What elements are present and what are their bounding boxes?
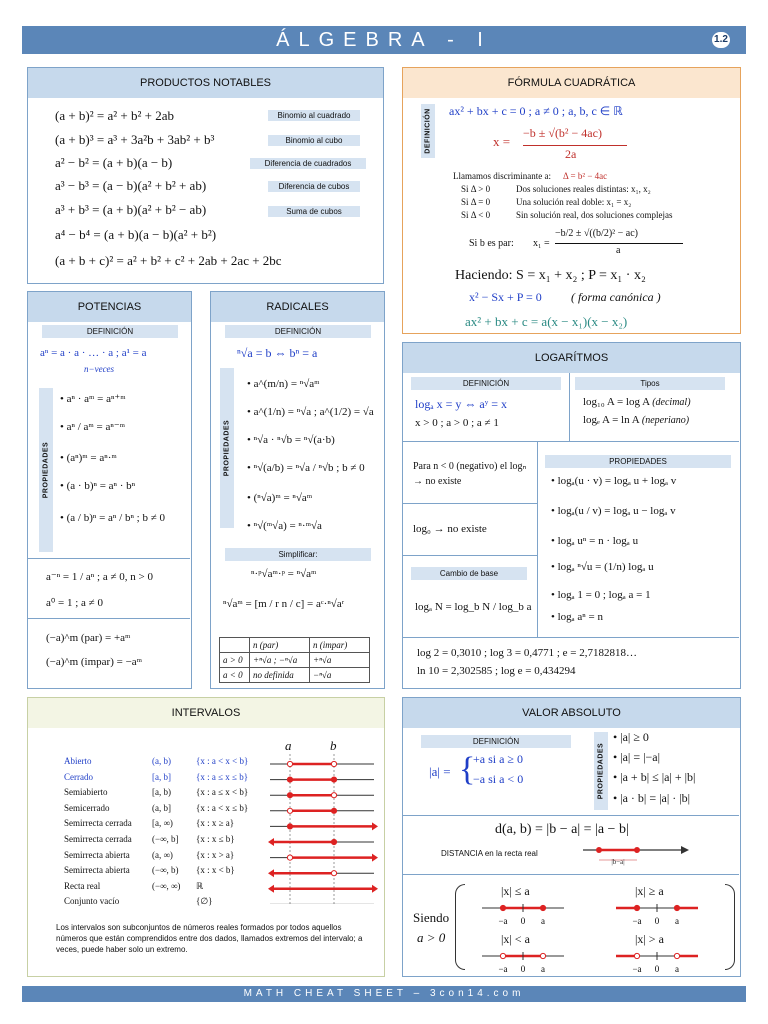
endpoint-dot xyxy=(634,905,639,910)
change-base: logₐ N = log_b N / log_b a xyxy=(415,601,532,613)
endpoint-dot xyxy=(287,793,292,798)
panel-productos-notables xyxy=(27,67,384,284)
table-cell: +ⁿ√a ; −ⁿ√a xyxy=(250,653,310,668)
even-b-text: Si b es par: xyxy=(469,238,514,249)
tick-label: −a xyxy=(632,964,642,974)
abs-case-diagram xyxy=(612,900,702,930)
property: • |a| ≥ 0 xyxy=(613,730,649,744)
formula: (a + b + c)² = a² + b² + c² + 2ab + 2ac + 2bc xyxy=(55,253,282,268)
canonical-label: ( forma canónica ) xyxy=(571,290,661,304)
odd-power: (−a)^m (impar) = −aᵐ xyxy=(46,656,143,668)
abs-case-diagram xyxy=(612,948,702,978)
property: • ⁿ√(ᵐ√a) = ⁿ·ᵐ√a xyxy=(247,520,322,532)
types-label: Tipos xyxy=(575,377,725,390)
simplify-label: Simplificar: xyxy=(225,548,371,561)
side-label: DEFINICIÓN xyxy=(421,104,435,158)
panel-title: POTENCIAS xyxy=(28,292,191,322)
definition-conditions: x > 0 ; a > 0 ; a ≠ 1 xyxy=(415,417,499,429)
property: • ⁿ√a · ⁿ√b = ⁿ√(a·b) xyxy=(247,434,335,446)
type-natural: logₑ A = ln A (neperiano) xyxy=(583,414,690,426)
arrow-left xyxy=(268,838,274,846)
even-power: (−a)^m (par) = +aᵐ xyxy=(46,632,131,644)
property: • (a · b)ⁿ = aⁿ · bⁿ xyxy=(60,480,136,492)
endpoint-dot xyxy=(331,839,336,844)
table-header xyxy=(220,638,250,653)
page-badge: 1.2 xyxy=(712,32,730,48)
canonical-form: x² − Sx + P = 0 xyxy=(469,290,542,304)
table-cell: +ⁿ√a xyxy=(310,653,370,668)
haciendo: Haciendo: S = x₁ + x₂ ; P = x₁ · x₂ xyxy=(455,268,646,283)
formula: a³ − b³ = (a − b)(a² + b² + ab) xyxy=(55,178,207,193)
abs-case-label: |x| ≥ a xyxy=(635,884,664,898)
simplify-rule: ⁿ·ᵖ√aᵐ·ᵖ = ⁿ√aᵐ xyxy=(251,568,317,580)
endpoint-dot xyxy=(331,777,336,782)
property: • a^(1/n) = ⁿ√a ; a^(1/2) = √a xyxy=(247,406,374,418)
panel-title: PRODUCTOS NOTABLES xyxy=(28,68,383,98)
solution-denominator: 2a xyxy=(565,147,577,161)
endpoint-dot xyxy=(287,855,292,860)
interval-notation: [a, b) xyxy=(152,787,171,798)
interval-set: {x : x < b} xyxy=(196,865,235,876)
definition-label: DEFINICIÓN xyxy=(411,377,561,390)
property: • ⁿ√(a/b) = ⁿ√a / ⁿ√b ; b ≠ 0 xyxy=(247,462,365,474)
a-condition: a > 0 xyxy=(417,930,446,945)
radicals-sign-table xyxy=(219,637,370,683)
case-text: Una solución real doble: x₁ = x₂ xyxy=(516,197,632,207)
property: • logₐ 1 = 0 ; logₐ a = 1 xyxy=(551,589,651,601)
divider xyxy=(403,555,537,556)
brace: { xyxy=(459,751,476,788)
tick-label: a xyxy=(675,964,679,974)
arrow-right xyxy=(372,854,378,862)
table-cell: no definida xyxy=(250,668,310,683)
panel-title: FÓRMULA CUADRÁTICA xyxy=(403,68,740,98)
divider xyxy=(28,558,190,559)
tick-label: a xyxy=(541,964,545,974)
even-denominator: a xyxy=(616,245,621,256)
endpoint-dot xyxy=(287,761,292,766)
side-label: PROPIEDADES xyxy=(220,368,234,528)
property: • (aⁿ)ᵐ = aⁿ·ᵐ xyxy=(60,452,117,464)
divider xyxy=(403,503,537,504)
endpoint-dot xyxy=(287,777,292,782)
interval-name: Semirrecta cerrada xyxy=(64,818,132,829)
formula-label: Diferencia de cubos xyxy=(268,181,360,192)
interval-set: ℝ xyxy=(196,880,204,891)
page-title: ÁLGEBRA - I xyxy=(276,29,492,51)
properties-label: PROPIEDADES xyxy=(545,455,731,468)
interval-name: Semirrecta abierta xyxy=(64,849,130,860)
distance-label: DISTANCIA en la recta real xyxy=(441,849,538,858)
table-cell: −ⁿ√a xyxy=(310,668,370,683)
arrow-right xyxy=(372,822,378,830)
change-base-label: Cambio de base xyxy=(411,567,527,580)
panel-potencias xyxy=(27,291,192,689)
even-x: x₁ = xyxy=(533,238,550,249)
endpoint-dot xyxy=(674,905,679,910)
case-text: Dos soluciones reales distintas: x₁, x₂ xyxy=(516,184,651,194)
interval-name: Conjunto vacío xyxy=(64,896,120,907)
endpoint-dot xyxy=(540,953,545,958)
even-numerator: −b/2 ± √((b/2)² − ac) xyxy=(555,228,639,239)
interval-set: {x : x ≥ a} xyxy=(196,818,235,829)
endpoint-dot xyxy=(331,761,336,766)
simplify-example: ⁿ√aᵐ = [m / r n / c] = aᶜ·ⁿ√aʳ xyxy=(223,598,345,610)
table-cell: a > 0 xyxy=(220,653,250,668)
intervals-note: Los intervalos son subconjuntos de números reales formados por todos aquellos números que están comprendidos entre dos dados, llamados extremos del intervalo; a veces, puede haber solo un extremo. xyxy=(56,923,363,954)
panel-title: VALOR ABSOLUTO xyxy=(403,698,740,728)
interval-notation: (−∞, b] xyxy=(152,834,179,844)
siendo-text: Siendo xyxy=(413,910,450,925)
interval-notation: (−∞, b) xyxy=(152,865,179,876)
endpoint-dot xyxy=(287,824,292,829)
divider xyxy=(403,637,739,638)
divider xyxy=(537,441,538,637)
case-cond: Si Δ < 0 xyxy=(461,210,491,220)
interval-set: {∅} xyxy=(196,896,213,907)
discriminant-def: Δ = b² − 4ac xyxy=(563,171,608,181)
arrow-right xyxy=(372,885,378,893)
header-bar xyxy=(22,26,746,54)
endpoint-dot xyxy=(331,871,336,876)
tick-label: 0 xyxy=(654,964,660,974)
panel-radicales xyxy=(210,291,385,689)
factorization: ax² + bx + c = a(x − x₁)(x − x₂) xyxy=(465,314,628,329)
distance-diagram xyxy=(581,842,691,870)
property: • logₐ aⁿ = n xyxy=(551,611,603,623)
property: • (a / b)ⁿ = aⁿ / bⁿ ; b ≠ 0 xyxy=(60,512,166,524)
zero-exponent: a⁰ = 1 ; a ≠ 0 xyxy=(46,597,103,609)
arrow-left xyxy=(268,885,274,893)
log-values: ln 10 = 2,302585 ; log e = 0,434294 xyxy=(417,665,576,677)
definition-label: DEFINICIÓN xyxy=(42,325,178,338)
abs-case-label: |x| < a xyxy=(501,932,530,946)
formula: (a + b)³ = a³ + 3a²b + 3ab² + b³ xyxy=(55,132,215,147)
distance-mark-label: |b−a| xyxy=(611,858,625,866)
property: • |a + b| ≤ |a| + |b| xyxy=(613,770,696,784)
interval-name: Semicerrado xyxy=(64,802,110,813)
property: • aⁿ · aᵐ = aⁿ⁺ᵐ xyxy=(60,393,126,405)
type-decimal: log₁₀ A = log A (decimal) xyxy=(583,396,691,408)
interval-set: {x : a < x < b} xyxy=(196,756,249,766)
side-label: PROPIEDADES xyxy=(594,732,608,810)
point-b xyxy=(634,847,640,853)
formula: a⁴ − b⁴ = (a + b)(a − b)(a² + b²) xyxy=(55,227,217,242)
definition-lhs: |a| = xyxy=(429,764,451,779)
property: • logₐ uⁿ = n · logₐ u xyxy=(551,535,639,547)
definition-case: −a si a < 0 xyxy=(473,772,524,786)
arrow-right xyxy=(681,846,689,854)
definition-label: DEFINICIÓN xyxy=(421,735,571,748)
tick-label: 0 xyxy=(654,916,660,926)
panel-title: RADICALES xyxy=(211,292,384,322)
tick-label: 0 xyxy=(520,964,526,974)
endpoint-dot xyxy=(331,793,336,798)
formula-label: Diferencia de cuadrados xyxy=(250,158,366,169)
divider xyxy=(28,618,190,619)
interval-name: Semiabierto xyxy=(64,787,108,798)
distance-formula: d(a, b) = |b − a| = |a − b| xyxy=(495,822,629,837)
endpoint-dot xyxy=(540,905,545,910)
interval-name: Recta real xyxy=(64,880,101,891)
point-a xyxy=(596,847,602,853)
bracket-left xyxy=(455,884,465,970)
property: • (ⁿ√a)ᵐ = ⁿ√aᵐ xyxy=(247,492,313,504)
endpoint-b: b xyxy=(330,738,337,753)
bracket-right xyxy=(725,884,735,970)
endpoint-dot xyxy=(674,953,679,958)
formula-label: Suma de cubos xyxy=(268,206,360,217)
formula: a³ + b³ = (a + b)(a² + b² − ab) xyxy=(55,202,207,217)
formula-label: Binomio al cuadrado xyxy=(268,110,360,121)
interval-set: {x : x > a} xyxy=(196,849,235,860)
interval-notation: (a, b] xyxy=(152,802,171,813)
definition: ⁿ√a = b ⇔ bⁿ = a xyxy=(237,346,318,360)
interval-name: Semirrecta abierta xyxy=(64,865,130,876)
tick-label: −a xyxy=(632,916,642,926)
footer-text: MATH CHEAT SHEET – 3con14.com xyxy=(243,988,525,999)
interval-notation: (a, b) xyxy=(152,756,171,766)
interval-set: {x : a < x ≤ b} xyxy=(196,802,249,813)
fraction-line xyxy=(555,243,683,244)
table-cell: a < 0 xyxy=(220,668,250,683)
property: • logₐ(u / v) = logₐ u − logₐ v xyxy=(551,505,676,517)
endpoint-dot xyxy=(634,953,639,958)
negative-exponent: a⁻ⁿ = 1 / aⁿ ; a ≠ 0, n > 0 xyxy=(46,571,153,583)
endpoint-dot xyxy=(500,905,505,910)
panel-title: LOGARÍTMOS xyxy=(403,343,740,373)
panel-logaritmos xyxy=(402,342,741,689)
abs-case-diagram xyxy=(478,948,568,978)
property: • aⁿ / aᵐ = aⁿ⁻ᵐ xyxy=(60,421,126,433)
interval-set: {x : x ≤ b} xyxy=(196,834,235,844)
panel-title: INTERVALOS xyxy=(28,698,384,728)
case-cond: Si Δ = 0 xyxy=(461,197,491,207)
discriminant-text: Llamamos discriminante a: xyxy=(453,171,551,181)
interval-name: Abierto xyxy=(64,756,92,766)
divider xyxy=(403,441,739,442)
tick-label: a xyxy=(541,916,545,926)
property: • |a| = |−a| xyxy=(613,750,660,764)
endpoint-a: a xyxy=(285,738,292,753)
tick-label: a xyxy=(675,916,679,926)
interval-set: {x : a ≤ x ≤ b} xyxy=(196,771,249,782)
property: • logₐ(u · v) = logₐ u + logₐ v xyxy=(551,475,677,487)
interval-notation: [a, b] xyxy=(152,771,171,782)
interval-notation: (−∞, ∞) xyxy=(152,880,181,891)
solution-x: x = xyxy=(493,134,511,149)
formula: a² − b² = (a + b)(a − b) xyxy=(55,155,173,170)
abs-case-label: |x| > a xyxy=(635,932,664,946)
formula-label: Binomio al cubo xyxy=(268,135,360,146)
interval-set: {x : a ≤ x < b} xyxy=(196,787,249,798)
panel-formula-cuadratica xyxy=(402,67,741,334)
interval-diagrams xyxy=(268,754,378,904)
endpoint-dot xyxy=(331,808,336,813)
interval-notation: [a, ∞) xyxy=(152,818,173,829)
tick-label: 0 xyxy=(520,916,526,926)
endpoint-dot xyxy=(500,953,505,958)
quadratic-equation: ax² + bx + c = 0 ; a ≠ 0 ; a, b, c ∈ ℝ xyxy=(449,104,623,118)
property: • logₐ ⁿ√u = (1/n) logₐ u xyxy=(551,561,654,573)
property: • a^(m/n) = ⁿ√aᵐ xyxy=(247,378,320,390)
tick-label: −a xyxy=(498,916,508,926)
panel-intervalos xyxy=(27,697,385,977)
solution-numerator: −b ± √(b² − 4ac) xyxy=(523,126,602,140)
abs-case-diagram xyxy=(478,900,568,930)
formula: (a + b)² = a² + b² + 2ab xyxy=(55,108,174,123)
definition: logₐ x = y ⇔ aʸ = x xyxy=(415,397,508,411)
case-text: Sin solución real, dos soluciones complejas xyxy=(516,210,673,220)
divider xyxy=(403,815,739,816)
footer-bar xyxy=(22,986,746,1002)
divider xyxy=(569,373,570,441)
definition-label: DEFINICIÓN xyxy=(225,325,371,338)
divider xyxy=(403,874,739,875)
interval-notation: (a, ∞) xyxy=(152,849,173,860)
zero-base: log₀ → no existe xyxy=(413,523,487,535)
table-header: n (par) xyxy=(250,638,310,653)
arrow-left xyxy=(268,869,274,877)
fraction-line xyxy=(523,145,627,146)
definition-case: +a si a ≥ 0 xyxy=(473,752,524,766)
case-cond: Si Δ > 0 xyxy=(461,184,491,194)
property: • |a · b| = |a| · |b| xyxy=(613,791,691,805)
interval-name: Semirrecta cerrada xyxy=(64,834,132,844)
definition-underbrace: n−veces xyxy=(84,364,115,374)
abs-case-label: |x| ≤ a xyxy=(501,884,530,898)
endpoint-dot xyxy=(287,808,292,813)
log-values: log 2 = 0,3010 ; log 3 = 0,4771 ; e = 2,7182818… xyxy=(417,647,637,659)
panel-valor-absoluto xyxy=(402,697,741,977)
table-header: n (impar) xyxy=(310,638,370,653)
interval-name: Cerrado xyxy=(64,771,93,782)
negative-base: Para n < 0 (negativo) el logₙ → no existe xyxy=(413,461,527,487)
tick-label: −a xyxy=(498,964,508,974)
side-label: PROPIEDADES xyxy=(39,388,53,552)
definition: aⁿ = a · a · … · a ; a¹ = a xyxy=(40,347,147,359)
